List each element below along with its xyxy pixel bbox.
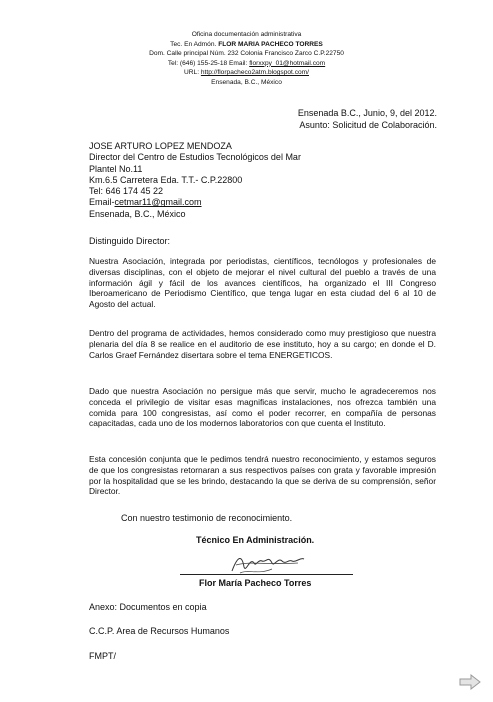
recipient-phone: Tel: 646 174 45 22: [89, 186, 164, 197]
letterhead-city: Ensenada, B.C., México: [211, 78, 282, 86]
body-paragraph-4: Esta concesión conjunta que le pedimos tendrá nuestro reconocimiento, y estamos seguros de que los congresistas retornaran a sus respectivos países con grata y favorable impresión por la hospitalidad que se les brindo, destacando la que se deriva de su comprensión, señor Director.: [89, 454, 436, 497]
ccp-note: C.C.P. Area de Recursos Humanos: [89, 626, 230, 636]
body-paragraph-1: Nuestra Asociación, integrada por periodistas, científicos, tecnólogos y profesionales de diversas disciplinas, con el objeto de mejorar el nivel cultural del pueblo a través de una información ágil y fácil de los avances científicos, ha organizado el III Congreso Iberoamericano de Periodismo Científico, que tenga lugar en esta ciudad del 6 al 10 de Agosto del actual.: [89, 256, 436, 310]
handwritten-signature: [228, 549, 308, 577]
closing-line: Con nuestro testimonio de reconocimiento.: [121, 513, 293, 523]
letterhead-email-link[interactable]: florxxpy_01@hotmail.com: [249, 59, 326, 67]
recipient-email-line: [89, 197, 301, 208]
recipient-address: Km.6.5 Carretera Eda. T.T.- C.P.22800: [89, 174, 243, 185]
letterhead-title: Tec. En Admón.: [170, 40, 217, 48]
date-line: Ensenada B.C., Junio, 9, del 2012.: [297, 108, 437, 118]
letterhead-phone: Tel: (646) 155-25-18 Email:: [167, 59, 248, 67]
letterhead-name: FLOR MARIA PACHECO TORRES: [218, 40, 323, 48]
letterhead-contact: [0, 59, 493, 69]
letterhead: [0, 30, 493, 87]
body-paragraph-3: Dado que nuestra Asociación no persigue más que servir, mucho le agradeceremos nos conceda el privilegio de visitar esas magnificas instalaciones, nos ofrezca también una comida para 100 congresistas, así como el poder recorrer, en compañía de personas capacitadas, cada uno de los modernos laboratorios con que cuenta el Instituto.: [89, 386, 436, 429]
recipient-email-label: Email-: [89, 197, 115, 208]
recipient-email-link[interactable]: cetmar11@gmail.com: [114, 197, 202, 208]
letterhead-address: Dom. Calle principal Núm. 232 Colonia Francisco Zarco C.P.22750: [149, 50, 344, 57]
letterhead-url-link[interactable]: http://florpacheco2atm.blogspot.com/: [200, 69, 309, 76]
subject-line: Asunto: Solicitud de Colaboración.: [299, 120, 437, 130]
signer-name: Flor María Pacheco Torres: [199, 578, 312, 588]
letterhead-name-line: [0, 40, 493, 50]
letterhead-url-label: URL:: [184, 69, 200, 76]
recipient-school: Plantel No.11: [89, 163, 143, 174]
recipient-block: [89, 141, 301, 220]
recipient-title: Director del Centro de Estudios Tecnológicos del Mar: [89, 152, 301, 163]
letterhead-office: Oficina documentación administrativa: [191, 31, 302, 38]
body-paragraph-2: Dentro del programa de actividades, hemos considerado como muy prestigioso que nuestra plenaria del día 8 se realice en el auditorio de ese instituto, hoy a su cargo; en donde el D. Carlos Graef Fernández disertara sobre el tema ENERGETICOS.: [89, 328, 436, 360]
annex-note: Anexo: Documentos en copia: [89, 602, 207, 612]
initials-note: FMPT/: [89, 651, 116, 661]
greeting: Distinguido Director:: [89, 236, 171, 246]
signer-title: Técnico En Administración.: [196, 535, 315, 545]
recipient-city: Ensenada, B.C., México: [89, 208, 186, 219]
next-page-arrow-icon[interactable]: [459, 674, 481, 690]
recipient-name: JOSE ARTURO LOPEZ MENDOZA: [89, 141, 232, 151]
letterhead-url-line: [0, 68, 493, 78]
signature-line: [180, 574, 353, 575]
